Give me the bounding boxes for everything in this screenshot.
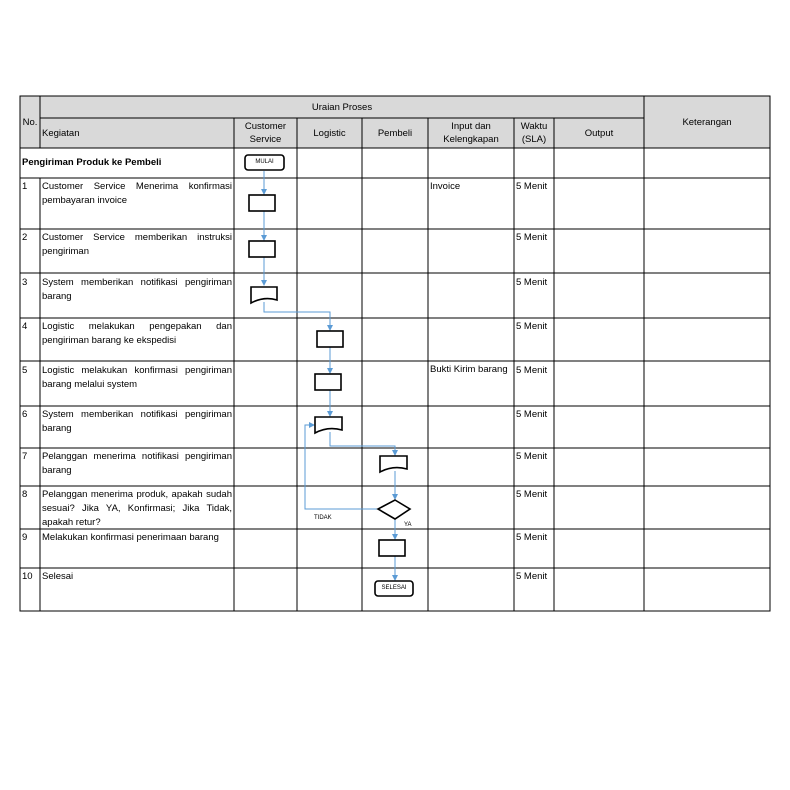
row-2-waktu: 5 Menit <box>516 232 548 243</box>
section-title: Pengiriman Produk ke Pembeli <box>22 157 162 168</box>
row-9-no: 9 <box>22 532 28 543</box>
process-box-1 <box>249 195 275 211</box>
row-1-waktu: 5 Menit <box>516 181 548 192</box>
row-5-waktu: 5 Menit <box>516 365 548 376</box>
header-keterangan: Keterangan <box>682 116 732 128</box>
process-box-9 <box>379 540 405 556</box>
row-6-kegiatan: System memberikan notifikasi pengiriman barang <box>42 409 232 434</box>
row-1-input: Invoice <box>430 181 461 192</box>
no-label: TIDAK <box>314 515 332 521</box>
header-output: Output <box>584 127 614 139</box>
process-box-5 <box>315 374 341 390</box>
end-label: SELESAI <box>381 585 407 591</box>
decision-diamond <box>378 500 410 519</box>
row-7-waktu: 5 Menit <box>516 451 548 462</box>
row-4-no: 4 <box>22 321 28 332</box>
row-4-waktu: 5 Menit <box>516 321 548 332</box>
document-shape-7 <box>380 456 407 472</box>
header-no: No. <box>22 116 38 128</box>
process-box-4 <box>317 331 343 347</box>
row-3-kegiatan: System memberikan notifikasi pengiriman barang <box>42 277 232 302</box>
document-shape-3 <box>251 287 277 303</box>
start-label: MULAI <box>255 159 274 165</box>
row-2-no: 2 <box>22 232 28 243</box>
row-5-no: 5 <box>22 365 28 376</box>
row-3-waktu: 5 Menit <box>516 277 548 288</box>
row-10-no: 10 <box>22 571 33 582</box>
row-10-waktu: 5 Menit <box>516 571 548 582</box>
row-3-no: 3 <box>22 277 28 288</box>
row-9-kegiatan: Melakukan konfirmasi penerimaan barang <box>42 532 219 543</box>
header-pembeli: Pembeli <box>377 127 413 139</box>
header-kegiatan: Kegiatan <box>42 127 80 139</box>
row-4-kegiatan: Logistic melakukan pengepakan dan pengiriman barang ke ekspedisi <box>42 321 232 346</box>
row-8-kegiatan: Pelanggan menerima produk, apakah sudah sesuai? Jika YA, Konfirmasi; Jika Tidak, apakah retur? <box>42 489 232 528</box>
row-5-kegiatan: Logistic melakukan konfirmasi pengiriman barang melalui system <box>42 365 232 390</box>
header-waktu: Waktu (SLA) <box>520 121 548 145</box>
process-box-2 <box>249 241 275 257</box>
row-6-waktu: 5 Menit <box>516 409 548 420</box>
header-logistic: Logistic <box>313 127 346 139</box>
header-uraian-proses: Uraian Proses <box>311 101 373 113</box>
header-input: Input dan Kelengkapan <box>443 121 499 145</box>
row-1-no: 1 <box>22 181 28 192</box>
row-8-waktu: 5 Menit <box>516 489 548 500</box>
row-8-no: 8 <box>22 489 28 500</box>
row-7-no: 7 <box>22 451 28 462</box>
row-10-kegiatan: Selesai <box>42 571 74 582</box>
row-2-kegiatan: Customer Service memberikan instruksi pengiriman <box>42 232 232 257</box>
document-shape-6 <box>315 417 342 433</box>
header-customer-service: Customer Service <box>244 121 287 145</box>
row-6-no: 6 <box>22 409 28 420</box>
yes-label: YA <box>404 522 412 528</box>
row-9-waktu: 5 Menit <box>516 532 548 543</box>
row-1-kegiatan: Customer Service Menerima konfirmasi pembayaran invoice <box>42 181 232 206</box>
row-5-input: Bukti Kirim barang <box>430 364 508 375</box>
row-7-kegiatan: Pelanggan menerima notifikasi pengiriman barang <box>42 451 232 476</box>
